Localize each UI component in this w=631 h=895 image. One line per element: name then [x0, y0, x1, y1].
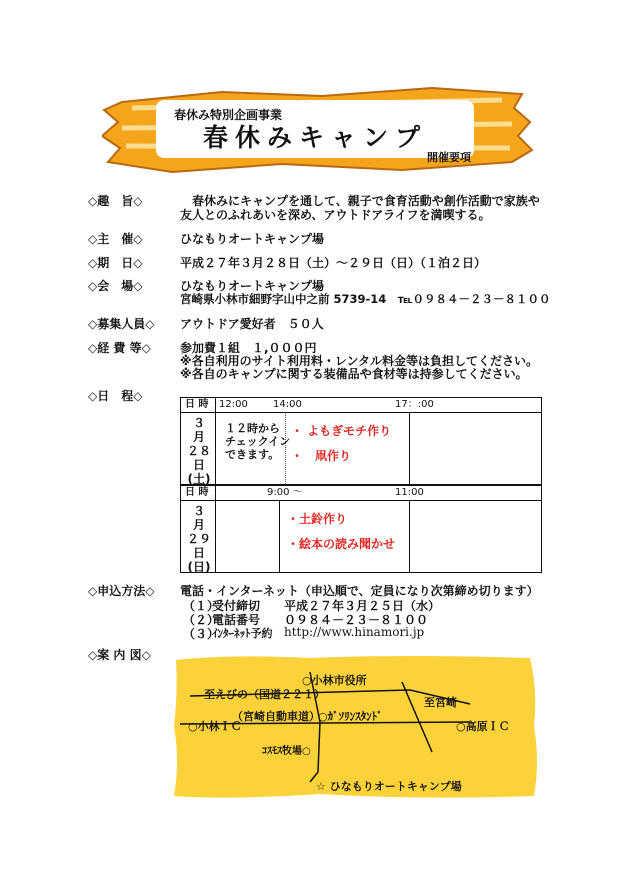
campsite-label: ☆ ひなもりオートキャンプ場: [316, 780, 462, 793]
day2-date-day-num: ２９: [186, 532, 211, 546]
day1-header-label: 日 時: [185, 399, 209, 410]
access-map: [170, 652, 542, 800]
app-item-3-num: （３）: [183, 627, 220, 641]
ebino-direction: 至えびの（国道２２１）: [204, 688, 325, 701]
checkin-line-3: できます。: [225, 448, 280, 461]
day2-date-day: 日: [192, 546, 205, 560]
recruit-label: ◇募集人員◇: [88, 317, 155, 331]
purpose-line-1: 春休みにキャンプを通して、親子で食育活動や創作活動で家族や: [180, 194, 540, 208]
outline-note: 開催要項: [427, 151, 471, 164]
app-item-2-name: 電話番号: [212, 613, 261, 627]
gas-station-label: ○ｶﾞｿﾘﾝｽﾀﾝﾄﾞ: [318, 710, 383, 723]
organizer-label: ◇主 催◇: [88, 232, 143, 246]
day2-activity-1: ・土鈴作り: [287, 512, 348, 526]
organizer-value: ひなもりオートキャンプ場: [180, 232, 325, 246]
day1-date-day: 日: [192, 458, 205, 472]
venue-label: ◇会 場◇: [88, 279, 143, 293]
phone-value: ０９８４－２３－８１００: [284, 613, 429, 627]
day1-date-month-num: ３: [192, 416, 205, 430]
day1-date-weekday: (土): [187, 472, 211, 486]
schedule-label: ◇日 程◇: [88, 389, 143, 403]
checkin-line-2: チェックイン: [225, 435, 291, 448]
day2-divider-start: [279, 500, 280, 572]
cost-line-3: ※各自のキャンプに関する装備品や食材等は持参してください。: [180, 367, 528, 381]
day1-divider-end: [409, 412, 410, 484]
event-title: 春休みキャンプ: [202, 123, 427, 152]
checkin-line-1: １２時から: [225, 422, 280, 435]
venue-address: 宮崎県小林市細野字山中之前 5739-14 ℡０９８４－２３－８１００: [180, 292, 551, 306]
day1-time-2: 14:00: [273, 399, 302, 410]
app-item-2-num: （２）: [183, 613, 220, 627]
recruit-value: アウトドア愛好者 ５０人: [180, 317, 324, 331]
day2-header-row: [181, 486, 541, 501]
day2-date-weekday: (日): [187, 560, 211, 574]
cost-label: ◇経 費 等◇: [88, 341, 151, 355]
day2-header-label: 日 時: [185, 487, 209, 498]
expressway-label: （宮崎自動車道）: [232, 710, 320, 723]
schedule-day2-table: [180, 485, 542, 573]
deadline-value: 平成２７年３月２５日（水）: [284, 599, 441, 613]
city-hall-label: ○小林市役所: [302, 674, 367, 687]
cost-line-1: 参加費１組 １,０００円: [180, 341, 317, 355]
app-item-1-num: （１）: [183, 599, 220, 613]
purpose-line-2: 友人とのふれあいを深め、アウトドアライフを満喫する。: [180, 208, 491, 222]
kobayashi-ic-label: ○小林ＩＣ: [188, 720, 242, 733]
day1-date-month: 月: [192, 430, 205, 444]
day2-time-2: 11:00: [395, 487, 424, 498]
day2-date-month: 月: [192, 518, 205, 532]
cost-line-2: ※各自利用のサイト利用料・レンタル料金等は負担してください。: [180, 354, 539, 368]
period-label: ◇期 日◇: [88, 256, 143, 270]
app-item-1-name: 受付締切: [212, 599, 261, 613]
day2-date-month-num: ３: [192, 504, 205, 518]
day1-time-1: 12:00: [219, 399, 248, 410]
day1-header-row: [181, 398, 541, 413]
day2-divider-end: [409, 500, 410, 572]
venue-name: ひなもりオートキャンプ場: [180, 279, 325, 293]
day1-time-3: 17：:00: [395, 399, 434, 410]
event-subtitle: 春休み特別企画事業: [174, 108, 283, 122]
day2-time-1: 9:00 ～: [267, 487, 303, 498]
cosmos-farm-label: ｺｽﾓｽ牧場○: [262, 746, 311, 757]
purpose-label: ◇趣 旨◇: [88, 194, 143, 208]
period-value: 平成２７年３月２８日（土）～２９日（日）（１泊２日）: [180, 256, 487, 270]
day1-date: [181, 416, 217, 486]
day1-activity-1: ・ よもぎモチ作り: [291, 424, 392, 438]
day1-date-day-num: ２８: [186, 444, 211, 458]
application-label: ◇申込方法◇: [88, 584, 155, 598]
day1-activity-2: ・ 凧作り: [291, 449, 352, 463]
day2-date: [181, 504, 217, 574]
schedule-day1-table: [180, 397, 542, 485]
day1-checkin-note: [225, 422, 290, 461]
website-link[interactable]: http://www.hinamori.jp: [284, 625, 425, 639]
application-method: 電話・インターネット（申込順で、定員になり次第締め切ります）: [180, 584, 539, 598]
takaharu-ic-label: ○高原ＩＣ: [456, 720, 510, 733]
miyazaki-direction: 至宮崎: [424, 696, 457, 709]
day2-activity-2: ・絵本の読み聞かせ: [287, 537, 396, 551]
map-label: ◇案 内 図◇: [88, 648, 151, 662]
app-item-3-name: ｲﾝﾀｰﾈｯﾄ予約: [212, 627, 273, 640]
